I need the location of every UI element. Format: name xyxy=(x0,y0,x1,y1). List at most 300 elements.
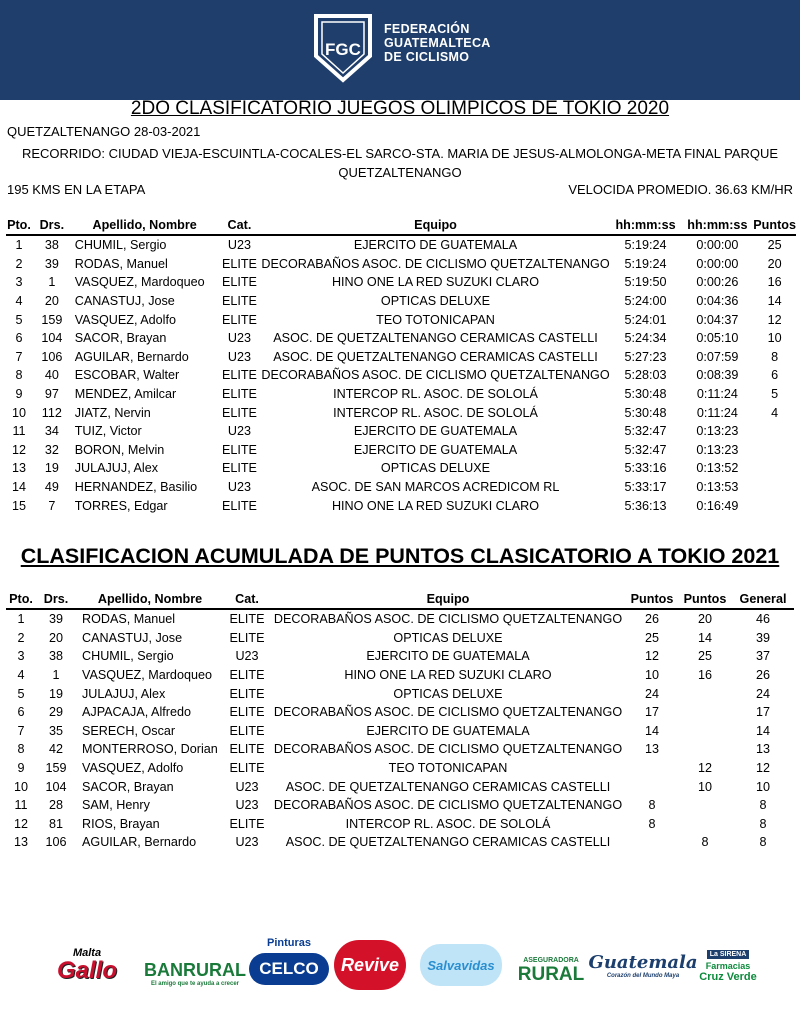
table-cell: 112 xyxy=(41,405,62,420)
col-header: Drs. xyxy=(39,218,65,232)
table-cell: 32 xyxy=(44,442,59,457)
table-cell: 37 xyxy=(755,649,770,664)
table-cell: 8 xyxy=(17,742,25,757)
org-name xyxy=(384,22,491,64)
table-cell: 8 xyxy=(759,816,767,831)
table-cell: 13 xyxy=(644,742,659,757)
table-cell: 12 xyxy=(697,761,712,776)
sponsor-main: Revive xyxy=(340,954,400,975)
table-row xyxy=(6,441,796,460)
table-cell: 1 xyxy=(17,612,25,627)
table-row xyxy=(6,235,796,255)
table-row xyxy=(6,385,796,404)
table-row xyxy=(6,666,794,685)
table-cell: U23 xyxy=(235,835,259,850)
table-cell: TORRES, Edgar xyxy=(74,498,168,513)
table-cell: 29 xyxy=(48,705,63,720)
table-cell: 39 xyxy=(44,256,59,271)
table-cell: 3 xyxy=(15,275,23,290)
table-cell xyxy=(753,441,796,460)
table-cell: 38 xyxy=(48,649,63,664)
table-cell: 0:13:53 xyxy=(696,480,739,495)
table-cell: ELITE xyxy=(229,705,265,720)
table-cell: 16 xyxy=(767,275,782,290)
route-line: RECORRIDO: CIUDAD VIEJA-ESCUINTLA-COCALES-EL SARCO-STA. MARIA DE JESUS-ALMOLONGA-META FINAL PARQUE xyxy=(21,146,779,161)
table-cell: DECORABAÑOS ASOC. DE CICLISMO QUETZALTENANGO xyxy=(273,612,623,627)
table-cell: 8 xyxy=(15,368,23,383)
table-cell xyxy=(626,777,678,796)
table-cell: U23 xyxy=(235,779,259,794)
table-cell: SERECH, Oscar xyxy=(82,723,176,738)
table-cell: 3 xyxy=(17,649,25,664)
table-cell: EJERCITO DE GUATEMALA xyxy=(353,424,518,439)
table-cell: 19 xyxy=(44,461,59,476)
table-cell: 25 xyxy=(697,649,712,664)
sponsor-logo-aseguradora-rural xyxy=(514,936,588,992)
table-row xyxy=(6,609,794,629)
table-cell: CANASTUJ, Jose xyxy=(74,294,175,309)
table-cell: 28 xyxy=(48,798,63,813)
table-cell: ELITE xyxy=(221,405,257,420)
table-cell: 14 xyxy=(644,723,659,738)
table-cell: AGUILAR, Bernardo xyxy=(82,835,197,850)
table-cell: 0:13:23 xyxy=(696,424,739,439)
table-cell xyxy=(678,740,732,759)
table-cell: 24 xyxy=(755,686,770,701)
table-cell: OPTICAS DELUXE xyxy=(393,686,503,701)
table-cell: 5:19:50 xyxy=(624,275,667,290)
table-cell: 0:04:37 xyxy=(696,312,739,327)
table-cell: 0:05:10 xyxy=(696,331,739,346)
table-cell: VASQUEZ, Mardoqueo xyxy=(74,275,205,290)
col-header: Drs. xyxy=(43,592,69,606)
table-row xyxy=(6,403,796,422)
table-cell: ELITE xyxy=(229,668,265,683)
table-cell: VASQUEZ, Adolfo xyxy=(82,761,184,776)
table-cell: ELITE xyxy=(221,294,257,309)
table-cell: 13 xyxy=(755,742,770,757)
points-body xyxy=(6,609,794,852)
table-cell: HERNANDEZ, Basilio xyxy=(74,480,198,495)
table-cell: 0:08:39 xyxy=(696,368,739,383)
table-cell: 5 xyxy=(17,686,25,701)
table-cell: 4 xyxy=(15,294,23,309)
table-cell: 12 xyxy=(644,649,659,664)
table-cell: HINO ONE LA RED SUZUKI CLARO xyxy=(331,275,540,290)
sponsor-logo-banrural xyxy=(140,936,250,992)
table-cell: 2 xyxy=(15,256,23,271)
table-cell: ELITE xyxy=(221,275,257,290)
sponsor-main: Guatemala xyxy=(588,951,698,973)
table-row xyxy=(6,422,796,441)
points-table xyxy=(6,590,794,852)
table-cell: 12 xyxy=(755,761,770,776)
sponsor-top: La SIRENA xyxy=(707,950,750,959)
col-header: Equipo xyxy=(426,592,470,606)
sponsor-sub: Corazón del Mundo Maya xyxy=(606,972,680,979)
col-header: General xyxy=(739,592,787,606)
sponsor-main: Salvavidas xyxy=(427,957,495,973)
sponsor-logo-revive xyxy=(334,940,406,990)
table-cell: 5:24:00 xyxy=(624,294,667,309)
table-cell: U23 xyxy=(227,331,251,346)
table-cell: 10 xyxy=(697,779,712,794)
table-row xyxy=(6,796,794,815)
org-line: DE CICLISMO xyxy=(384,50,470,64)
table-header-row xyxy=(6,216,796,235)
table-cell: ASOC. DE QUETZALTENANGO CERAMICAS CASTELLI xyxy=(273,331,598,346)
table-row xyxy=(6,292,796,311)
table-cell: 0:16:49 xyxy=(696,498,739,513)
points-title: CLASIFICACION ACUMULADA DE PUNTOS CLASICATORIO A TOKIO 2021 xyxy=(20,544,780,568)
col-header: Puntos xyxy=(683,592,727,606)
table-cell: 20 xyxy=(767,256,782,271)
table-cell: 49 xyxy=(44,480,59,495)
header-band xyxy=(0,0,800,100)
table-cell: RODAS, Manuel xyxy=(82,612,176,627)
stage-results-table xyxy=(6,216,796,515)
col-header: Cat. xyxy=(227,218,252,232)
col-header: Puntos xyxy=(753,218,796,232)
table-row xyxy=(6,722,794,741)
table-cell: 39 xyxy=(48,612,63,627)
table-cell: SACOR, Brayan xyxy=(82,779,174,794)
table-cell: SACOR, Brayan xyxy=(74,331,167,346)
table-row xyxy=(6,348,796,367)
sponsor-main: Gallo xyxy=(56,957,117,984)
table-cell: INTERCOP RL. ASOC. DE SOLOLÁ xyxy=(333,405,538,420)
table-cell: U23 xyxy=(227,238,251,253)
table-row xyxy=(6,759,794,778)
table-cell: EJERCITO DE GUATEMALA xyxy=(353,442,518,457)
table-cell: 5:28:03 xyxy=(624,368,667,383)
sponsor-logo-celco xyxy=(252,930,326,992)
table-cell: 11 xyxy=(14,798,28,813)
place-date: QUETZALTENANGO 28-03-2021 xyxy=(7,124,201,139)
table-cell: 24 xyxy=(644,686,659,701)
table-cell: 14 xyxy=(767,294,782,309)
table-cell: TEO TOTONICAPAN xyxy=(376,312,495,327)
table-cell: 0:00:00 xyxy=(696,238,739,253)
shield-icon xyxy=(312,12,374,84)
table-cell: 6 xyxy=(15,331,23,346)
table-cell: 5:32:47 xyxy=(624,442,667,457)
table-cell: 8 xyxy=(648,816,656,831)
route-line: QUETZALTENANGO xyxy=(338,165,462,180)
col-header: Pto. xyxy=(9,592,33,606)
table-cell: 10 xyxy=(767,331,782,346)
table-cell: 5:27:23 xyxy=(624,349,667,364)
table-cell: 106 xyxy=(45,835,67,850)
table-cell: VASQUEZ, Mardoqueo xyxy=(82,668,212,683)
fgc-logo xyxy=(312,12,492,92)
table-cell: 8 xyxy=(759,835,767,850)
sponsor-sub: El amigo que te ayuda a crecer xyxy=(150,980,240,987)
col-header: Apellido, Nombre xyxy=(97,592,203,606)
table-cell: SAM, Henry xyxy=(82,798,150,813)
table-cell: 97 xyxy=(44,387,59,402)
table-cell: 8 xyxy=(771,349,779,364)
table-cell: OPTICAS DELUXE xyxy=(393,630,503,645)
table-cell: 5:33:17 xyxy=(624,480,667,495)
table-row xyxy=(6,647,794,666)
table-cell: 16 xyxy=(697,668,712,683)
table-cell: 17 xyxy=(755,705,770,720)
table-cell: 11 xyxy=(12,424,26,439)
table-cell: 35 xyxy=(48,723,63,738)
table-cell: 81 xyxy=(48,816,63,831)
table-cell: ELITE xyxy=(221,256,257,271)
col-header: Equipo xyxy=(414,218,457,232)
table-row xyxy=(6,255,796,274)
table-cell: 10 xyxy=(11,405,26,420)
table-cell: 10 xyxy=(755,779,770,794)
table-cell: 6 xyxy=(17,705,25,720)
sponsor-top: Pinturas xyxy=(266,937,311,949)
table-cell: 26 xyxy=(644,612,659,627)
table-cell: U23 xyxy=(227,424,251,439)
sponsor-top: Malta xyxy=(72,947,102,959)
table-cell: ELITE xyxy=(229,816,265,831)
table-cell: 13 xyxy=(13,835,28,850)
sponsor-main: RURAL xyxy=(517,963,585,985)
table-cell: 8 xyxy=(759,798,767,813)
table-cell: 12 xyxy=(13,816,28,831)
table-cell: 5:24:34 xyxy=(624,331,667,346)
table-cell: TEO TOTONICAPAN xyxy=(388,761,508,776)
table-cell: 25 xyxy=(644,630,659,645)
table-cell: ELITE xyxy=(229,723,265,738)
table-cell: OPTICAS DELUXE xyxy=(380,461,491,476)
table-cell: BORON, Melvin xyxy=(74,442,165,457)
table-cell: DECORABAÑOS ASOC. DE CICLISMO QUETZALTENANGO xyxy=(273,705,623,720)
sponsor-main: Farmacias xyxy=(705,960,751,971)
stage-results-body xyxy=(6,235,796,515)
table-cell xyxy=(678,684,732,703)
table-cell: 14 xyxy=(11,480,26,495)
route xyxy=(0,144,800,182)
table-row xyxy=(6,366,796,385)
table-cell: 6 xyxy=(771,368,779,383)
table-cell: 39 xyxy=(755,630,770,645)
sponsor-logo-guatemala xyxy=(588,940,698,990)
table-row xyxy=(6,833,794,852)
table-row xyxy=(6,478,796,497)
table-cell: INTERCOP RL. ASOC. DE SOLOLÁ xyxy=(345,816,551,831)
table-cell: ELITE xyxy=(221,368,257,383)
table-cell: ELITE xyxy=(221,498,257,513)
table-cell: 5 xyxy=(15,312,23,327)
table-cell: ELITE xyxy=(229,612,265,627)
table-row xyxy=(6,496,796,515)
table-row xyxy=(6,777,794,796)
table-cell: INTERCOP RL. ASOC. DE SOLOLÁ xyxy=(333,387,538,402)
table-cell xyxy=(753,422,796,441)
table-cell: 12 xyxy=(767,312,782,327)
table-cell: OPTICAS DELUXE xyxy=(380,294,491,309)
table-cell: 5 xyxy=(771,387,779,402)
avg-speed: VELOCIDA PROMEDIO. 36.63 KM/HR xyxy=(568,182,793,197)
sponsor-logo-cruz-verde xyxy=(698,932,758,1000)
table-cell: ASOC. DE QUETZALTENANGO CERAMICAS CASTELLI xyxy=(285,779,611,794)
table-cell: ELITE xyxy=(229,742,265,757)
table-cell: 34 xyxy=(44,424,59,439)
table-cell: DECORABAÑOS ASOC. DE CICLISMO QUETZALTENANGO xyxy=(273,742,623,757)
table-cell: 159 xyxy=(45,761,67,776)
table-cell: 40 xyxy=(44,368,59,383)
table-cell: 5:24:01 xyxy=(624,312,667,327)
table-cell: 38 xyxy=(44,238,59,253)
table-cell: 0:07:59 xyxy=(696,349,739,364)
table-cell xyxy=(678,722,732,741)
table-cell: 15 xyxy=(11,498,26,513)
table-cell: 9 xyxy=(15,387,23,402)
table-cell xyxy=(626,833,678,852)
table-cell: 46 xyxy=(755,612,770,627)
table-cell: 19 xyxy=(48,686,63,701)
col-header: hh:mm:ss xyxy=(615,218,676,232)
table-cell: ELITE xyxy=(229,761,265,776)
table-cell: ELITE xyxy=(221,387,257,402)
table-cell: 8 xyxy=(701,835,709,850)
table-cell: 0:04:36 xyxy=(696,294,739,309)
org-line: GUATEMALTECA xyxy=(384,36,491,50)
table-cell: VASQUEZ, Adolfo xyxy=(74,312,176,327)
sponsor-top: ASEGURADORA xyxy=(523,956,579,964)
table-cell: DECORABAÑOS ASOC. DE CICLISMO QUETZALTENANGO xyxy=(273,798,623,813)
table-cell: 104 xyxy=(45,779,67,794)
sponsor-main: CELCO xyxy=(249,953,329,985)
table-cell xyxy=(678,703,732,722)
table-cell: 8 xyxy=(648,798,656,813)
table-cell: EJERCITO DE GUATEMALA xyxy=(353,238,518,253)
table-cell: MENDEZ, Amilcar xyxy=(74,387,177,402)
table-cell: ELITE xyxy=(221,461,257,476)
col-header: Apellido, Nombre xyxy=(92,218,197,232)
table-row xyxy=(6,459,796,478)
table-cell: 7 xyxy=(17,723,25,738)
table-cell: MONTERROSO, Dorian xyxy=(82,742,218,757)
table-cell: 0:13:52 xyxy=(696,461,739,476)
table-row xyxy=(6,273,796,292)
table-cell: ASOC. DE QUETZALTENANGO CERAMICAS CASTELLI xyxy=(285,835,611,850)
table-cell: 10 xyxy=(644,668,659,683)
table-cell: 7 xyxy=(15,349,23,364)
col-header: Pto. xyxy=(7,218,31,232)
table-cell: HINO ONE LA RED SUZUKI CLARO xyxy=(344,668,552,683)
table-cell: 20 xyxy=(48,630,63,645)
table-cell: 1 xyxy=(48,275,56,290)
table-cell: 5:36:13 xyxy=(624,498,667,513)
table-cell: U23 xyxy=(227,480,251,495)
table-cell: ELITE xyxy=(221,312,257,327)
table-cell: 0:13:23 xyxy=(696,442,739,457)
table-cell: AJPACAJA, Alfredo xyxy=(82,705,191,720)
table-cell: 14 xyxy=(755,723,770,738)
table-cell: ELITE xyxy=(221,442,257,457)
table-cell: CHUMIL, Sergio xyxy=(82,649,174,664)
table-cell: 2 xyxy=(17,630,25,645)
table-cell: CHUMIL, Sergio xyxy=(74,238,167,253)
table-cell: CANASTUJ, Jose xyxy=(82,630,183,645)
table-cell: 5:33:16 xyxy=(624,461,667,476)
table-cell: 17 xyxy=(644,705,659,720)
table-cell: 5:32:47 xyxy=(624,424,667,439)
table-cell: ASOC. DE QUETZALTENANGO CERAMICAS CASTELLI xyxy=(273,349,598,364)
table-cell: 5:30:48 xyxy=(624,387,667,402)
table-row xyxy=(6,310,796,329)
sponsor-main: BANRURAL xyxy=(144,959,246,980)
table-cell: 1 xyxy=(15,238,23,253)
table-cell: EJERCITO DE GUATEMALA xyxy=(366,649,530,664)
table-cell: 0:11:24 xyxy=(696,387,738,402)
table-cell: RIOS, Brayan xyxy=(82,816,160,831)
table-cell xyxy=(753,496,796,515)
org-line: FEDERACIÓN xyxy=(384,22,470,36)
sponsor-logo-malta-gallo xyxy=(46,940,128,990)
table-cell: RODAS, Manuel xyxy=(74,256,168,271)
table-cell: DECORABAÑOS ASOC. DE CICLISMO QUETZALTENANGO xyxy=(261,256,610,271)
distance: 195 KMS EN LA ETAPA xyxy=(7,182,146,197)
sponsor-strip xyxy=(40,930,760,1000)
table-cell: JIATZ, Nervin xyxy=(74,405,151,420)
table-cell: 104 xyxy=(41,331,63,346)
table-cell: AGUILAR, Bernardo xyxy=(74,349,189,364)
table-cell: 26 xyxy=(755,668,770,683)
table-cell: ASOC. DE SAN MARCOS ACREDICOM RL xyxy=(311,480,560,495)
table-row xyxy=(6,629,794,648)
table-cell: 13 xyxy=(11,461,26,476)
table-cell: 4 xyxy=(17,668,25,683)
table-row xyxy=(6,703,794,722)
table-cell: 14 xyxy=(697,630,712,645)
table-cell: HINO ONE LA RED SUZUKI CLARO xyxy=(331,498,540,513)
table-cell: 5:19:24 xyxy=(624,256,667,271)
table-cell: U23 xyxy=(227,349,251,364)
table-cell: 5:19:24 xyxy=(624,238,667,253)
table-cell: 0:11:24 xyxy=(696,405,738,420)
table-cell: 0:00:26 xyxy=(696,275,739,290)
table-cell xyxy=(678,796,732,815)
table-cell: JULAJUJ, Alex xyxy=(74,461,159,476)
race-title: 2DO CLASIFICATORIO JUEGOS OLIMPICOS DE TOKIO 2020 xyxy=(130,98,670,119)
table-cell: 106 xyxy=(41,349,63,364)
table-cell: 20 xyxy=(44,294,59,309)
table-cell: 0:00:00 xyxy=(696,256,739,271)
table-cell: 25 xyxy=(767,238,782,253)
table-cell: EJERCITO DE GUATEMALA xyxy=(366,723,530,738)
table-cell xyxy=(753,459,796,478)
sponsor-logo-salvavidas xyxy=(420,944,502,986)
table-cell: U23 xyxy=(235,649,259,664)
table-cell: JULAJUJ, Alex xyxy=(82,686,166,701)
table-cell: 159 xyxy=(41,312,63,327)
table-cell: 7 xyxy=(48,498,56,513)
table-cell: 10 xyxy=(13,779,28,794)
table-cell xyxy=(753,478,796,497)
table-cell: 1 xyxy=(52,668,60,683)
table-row xyxy=(6,740,794,759)
sponsor-sub: Cruz Verde xyxy=(699,970,757,983)
table-cell: DECORABAÑOS ASOC. DE CICLISMO QUETZALTENANGO xyxy=(261,368,610,383)
table-cell: TUIZ, Victor xyxy=(74,424,142,439)
table-cell: 5:30:48 xyxy=(624,405,667,420)
col-header: hh:mm:ss xyxy=(687,218,748,232)
table-cell: ELITE xyxy=(229,630,265,645)
table-cell: ELITE xyxy=(229,686,265,701)
col-header: Cat. xyxy=(235,592,259,606)
table-cell xyxy=(678,815,732,834)
